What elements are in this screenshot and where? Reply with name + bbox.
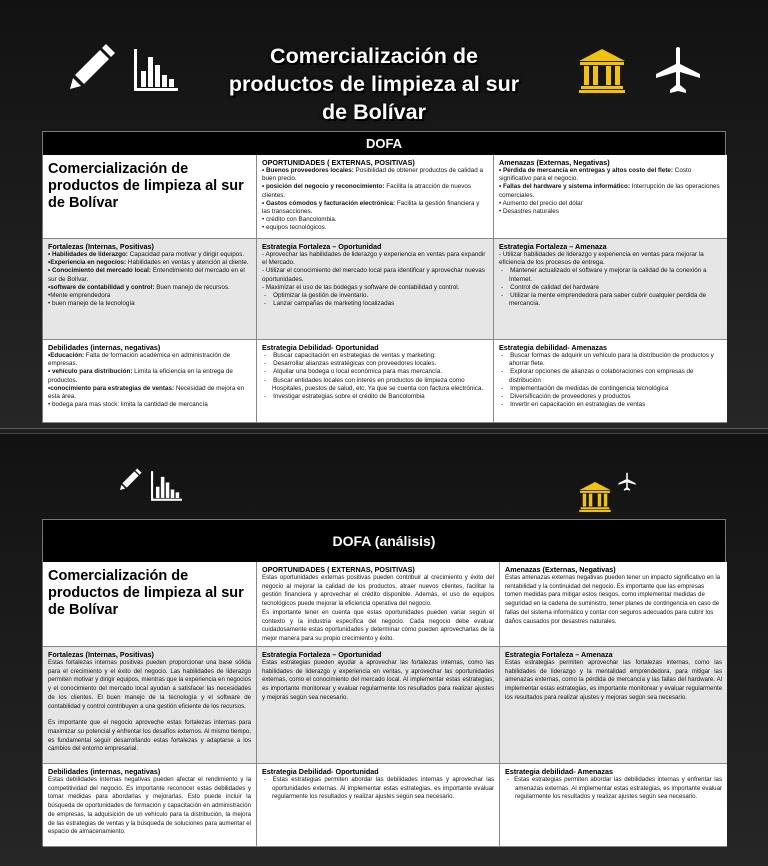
dash-item: - Invertir en capacitación en estrategias de ventas (501, 401, 646, 409)
list-item-text: Interrupción de las operaciones comerciales. (499, 183, 720, 199)
slide-title: Comercialización de productos de limpieza al sur de Bolívar (228, 44, 520, 124)
fortalezas-text: Estas fortalezas internas positivas pueden proporcionar una base sólida para el crecimiento y el éxito del negocio. Las habilidades de liderazgo permiten motivar y dirigir equipos, mientras que la experiencia en negocios y el conocimiento del mercado local ayudan a satisfacer las necesidades de los clientes. El buen manejo de la tecnología y el software de contabilidad y control contribuyen a una gestión eficiente de los recursos. (48, 659, 251, 710)
fa-cell (500, 647, 727, 764)
list-item (48, 251, 251, 259)
amenazas-heading: Amenazas (Externas, Negativas) (499, 158, 610, 167)
bank-building-icon (579, 49, 625, 93)
list-item-text: Habilidades en ventas y atención al cliente. (126, 259, 249, 267)
list-item-text: Costo significativo para el negocio. (499, 167, 692, 183)
list-item-lead: • Fallas del hardware y sistema informático: (499, 183, 630, 191)
list-item (48, 284, 251, 292)
da-heading: Estrategia debilidad- Amenazas (505, 767, 613, 776)
airplane-icon (655, 46, 701, 96)
amenazas-cell (500, 562, 727, 647)
dofa-analisis-table (42, 519, 726, 846)
list-item (262, 183, 488, 199)
fo-cell (257, 239, 494, 340)
list-item-lead: •software de contabilidad y control: (48, 283, 155, 291)
oportunidades-heading: OPORTUNIDADES ( EXTERNAS, POSITIVAS) (262, 565, 415, 574)
dash-item-text: Diversificación de proveedores y productos (510, 393, 631, 401)
table-header: DOFA (43, 132, 725, 155)
list-item (499, 200, 722, 208)
dash-item: - Buscar capacitación en estrategias de ventas y marketing: (264, 352, 436, 359)
dash-item-text: Optimizar la gestión de inventario. (273, 292, 369, 300)
amenazas-list (499, 167, 722, 216)
debilidades-heading: Debilidades (internas, negativas) (48, 767, 161, 776)
fa-cell (494, 239, 727, 340)
dash-item-text: Buscar formas de adquirir un vehículo para la distribución de productos y ahorrar flete. (509, 352, 714, 368)
da-item-text: Estas estrategias permiten abordar las debilidades internas y enfrentar las amenazas externas. Al implementar estas estrategias, es importante evaluar regularmente los resultados y realizar ajustes según sea necesario. (514, 776, 722, 801)
list-item-text: •Mente emprendedora (48, 292, 111, 300)
do-heading: Estrategia Debilidad- Oportunidad (262, 343, 379, 352)
dash-item: - Lanzar campañas de marketing localizadas (264, 300, 395, 308)
list-item-text: • equipos tecnológicos. (262, 224, 327, 232)
fortalezas-cell (43, 647, 257, 764)
do-heading: Estrategia Debilidad- Oportunidad (262, 767, 379, 776)
list-item (48, 401, 251, 409)
list-item (499, 208, 722, 216)
bar-chart-icon (151, 471, 182, 501)
text-line: - Aprovechar las habilidades de liderazgo y experiencia en ventas para expandir el Mercado. (262, 251, 486, 267)
list-item (48, 300, 251, 308)
dash-item-text: Implementación de medidas de contingencia tecnológica (510, 384, 669, 392)
fo-heading: Estrategia Fortaleza – Oportunidad (262, 242, 382, 251)
slide-dofa (0, 0, 768, 429)
dash-item-text: Investigar estrategias sobre el crédito de Bancolombia (273, 393, 425, 401)
list-item-lead: • Habilidades de liderazgo: (48, 251, 128, 258)
text-line: - Maximizar el uso de las bodegas y software de contabilidad y control. (262, 283, 460, 291)
list-item-text: Entendimiento del mercado en el sur de Bolívar. (48, 267, 245, 283)
dash-item: - Alquilar una bodega o local económica para mas mercancía. (264, 368, 443, 376)
list-item-text: Buen manejo de recursos. (154, 283, 230, 291)
pencil-icon (119, 467, 143, 491)
dash-item-text: Mantener actualizado el software y mejorar la calidad de la conexión a Internet. (509, 267, 707, 283)
list-item (262, 224, 488, 232)
list-item-lead: • Conocimiento del mercado local: (48, 267, 151, 275)
oportunidades-heading: OPORTUNIDADES ( EXTERNAS, POSITIVAS) (262, 158, 415, 167)
airplane-icon (618, 472, 636, 492)
debilidades-cell (43, 340, 257, 423)
oportunidades-cell (257, 155, 494, 239)
list-item-lead: • Buenos proveedores locales: (262, 167, 354, 174)
dofa-table (42, 131, 726, 423)
fo-text: Estas estrategias pueden ayudar a aprovechar las fortalezas internas, como las habilidades de liderazgo y experiencia en ventas, y aprovechar las oportunidades externas, como el conocimiento del mercado local. Al implementar estas estrategias, es importante monitorear y evaluar regularmente los resultados para realizar ajustes y mejoras según sea necesario. (262, 659, 494, 701)
list-item (48, 292, 251, 300)
list-item-lead: • posición del negocio y reconocimiento: (262, 183, 385, 191)
dash-item-text: Lanzar campañas de marketing localizadas (273, 300, 395, 308)
list-item-lead: •Experiencia en negocios: (48, 259, 127, 267)
list-item (48, 267, 251, 283)
oportunidades-list (262, 167, 488, 233)
fortalezas-list (48, 251, 251, 308)
dash-item: - Mantener actualizado el software y mejorar la calidad de la conexión a Internet. (501, 267, 707, 283)
amenazas-cell (494, 155, 727, 239)
fortalezas-heading: Fortalezas (Internas, Positivas) (48, 242, 154, 251)
amenazas-heading: Amenazas (Externas, Negativas) (505, 565, 616, 574)
list-item-lead: •conocimiento para estrategias de ventas: (48, 384, 175, 392)
list-item-text: Limita la eficiencia en la entrega de productos. (48, 368, 233, 384)
list-item-text: Facilita la gestión financiera y las transacciones. (262, 199, 480, 216)
list-item-text: • Aumento del precio del dólar (499, 199, 583, 207)
dash-item-text: Invertir en capacitación en estrategias de ventas (510, 401, 646, 409)
do-list (262, 352, 488, 401)
list-item-lead: • vehículo para distribución: (48, 368, 133, 376)
da-cell (500, 764, 727, 847)
corner-cell (43, 155, 257, 239)
oportunidades-text-2: Es importante tener en cuenta que estas oportunidades pueden variar según el contexto y la industria específica del negocio. Cada negocio debe evaluar cuidadosamente estas oportunidades y determinar cómo pueden aprovecharlas de la mejor manera para su propio crecimiento y éxito. (262, 608, 494, 642)
text-line: - Utilizar el conocimiento del mercado local para identificar y aprovechar nuevas oportunidades. (262, 267, 485, 283)
fa-heading: Estrategia Fortaleza – Amenaza (499, 242, 607, 251)
corner-title: Comercialización de productos de limpieza al sur de Bolívar (48, 568, 244, 618)
bank-building-icon (579, 482, 611, 512)
list-item-lead: •Educación: (48, 352, 85, 359)
dash-item-text: Explorar opciones de alianzas o colaboraciones con empresas de distribución (509, 368, 694, 384)
corner-cell (43, 562, 257, 647)
da-cell (494, 340, 727, 423)
oportunidades-cell (257, 562, 500, 647)
dash-item-text: Buscar capacitación en estrategias de ventas y marketing: (273, 352, 436, 359)
dash-item: - Optimizar la gestión de inventario. (264, 292, 369, 300)
list-item-text: Falta de formación académica en administración de empresas. (48, 352, 231, 368)
dash-item: - Diversificación de proveedores y productos (501, 393, 631, 401)
list-item-text: Necesidad de mejora en esta área. (48, 384, 245, 401)
fortalezas-cell (43, 239, 257, 340)
debilidades-list (48, 352, 251, 409)
amenazas-text: Estas amenazas externas negativas pueden tener un impacto significativo en la rentabilidad y la continuidad del negocio. Es importante que las empresas tomen medidas para mitigar estos riesgos, como implementar medidas de seguridad en la cadena de suministro, tener planes de contingencia en caso de fallas del sistema informático y contar con seguros adecuados para cubrir los daños causados por desastres naturales. (505, 574, 721, 625)
list-item (262, 216, 488, 224)
oportunidades-text: Estas oportunidades externas positivas pueden contribuir al crecimiento y éxito del negocio al mejorar la calidad de los productos, atraer nuevos clientes, facilitar la gestión financiera y aprovechar el crédito disponible. Además, el uso de equipos tecnológicos puede mejorar la eficiencia operativa del negocio. (262, 574, 494, 608)
list-item-lead: • Gastos cómodos y facturación electrónica: (262, 199, 396, 207)
fo-cell (257, 647, 500, 764)
list-item (48, 368, 251, 384)
dash-item: - Explorar opciones de alianzas o colaboraciones con empresas de distribución (501, 368, 694, 384)
fortalezas-text-2: Es importante que el negocio aproveche estas fortalezas internas para maximizar su potencial y enfrentar los desafíos externos. Al mismo tiempo, es fundamental seguir desarrollando estas fortalezas y adaptarse a los cambios del entorno empresarial. (48, 719, 251, 753)
fa-text: Estas estrategias permiten aprovechar las fortalezas internas, como las habilidades de liderazgo y la mentalidad emprendedora, para mitigar las amenazas externas, como la pérdida de mercancía y las fallas del hardware. Al implementar estas estrategias, es importante monitorear y evaluar regularmente los resultados para realizar ajustes y mejoras según sea necesario. (505, 659, 722, 701)
pencil-icon (68, 41, 118, 91)
list-item-text: • Desastres naturales (499, 208, 559, 216)
da-heading: Estrategia debilidad- Amenazas (499, 343, 607, 352)
list-item (48, 259, 251, 267)
list-item-text: Facilita la atracción de nuevos clientes. (262, 183, 472, 199)
dash-item-text: Desarrollar alianzas estratégicas con proveedores locales. (273, 360, 437, 368)
list-item (499, 183, 722, 199)
dash-item: - Control de calidad del hardware (501, 283, 600, 291)
list-item-text: • bodega para mas stock: limita la cantidad de mercancía (48, 401, 208, 409)
dash-item: - Implementación de medidas de contingencia tecnológica (501, 384, 669, 392)
fortalezas-heading: Fortalezas (Internas, Positivas) (48, 650, 154, 659)
list-item-text: • crédito con Bancolombia. (262, 216, 337, 224)
fa-heading: Estrategia Fortaleza – Amenaza (505, 650, 613, 659)
fa-list (499, 267, 722, 308)
do-cell (257, 340, 494, 423)
debilidades-cell (43, 764, 257, 847)
slide-dofa-analisis (0, 433, 768, 866)
table-header: DOFA (análisis) (43, 520, 725, 562)
dash-item: - Buscar entidades locales con interés en productos de limpieza como Hospitales, puestos de salud, etc. Ya que se cuenta con factura electrónica. (264, 376, 484, 392)
dash-item-text: Control de calidad del hardware (510, 283, 600, 291)
dash-item: - Desarrollar alianzas estratégicas con proveedores locales. (264, 360, 437, 368)
list-item (48, 352, 251, 368)
fa-lines (499, 251, 722, 267)
debilidades-text: Estas debilidades internas negativas pueden afectar el rendimiento y la competitividad del negocio. Es importante reconocer estas debilidades y tomar medidas para abordarlas y mejorarlas. Esto puede incluir la búsqueda de oportunidades de formación y capacitación en administración de empresas, la adquisición de un vehículo para la distribución, la mejora de las estrategias de ventas y la búsqueda de soluciones para aumentar el espacio de almacenamiento. (48, 776, 251, 836)
dash-item: - Buscar formas de adquirir un vehículo para la distribución de productos y ahorrar flete. (501, 352, 714, 368)
list-item (48, 385, 251, 401)
dash-item-text: Buscar entidades locales con interés en productos de limpieza como Hospitales, puestos de salud, etc. Ya que se cuenta con factura electrónica. (272, 376, 484, 392)
list-item (262, 200, 488, 216)
list-item-text: • buen manejo de la tecnología (48, 300, 135, 308)
corner-title: Comercialización de productos de limpieza al sur de Bolívar (48, 161, 244, 211)
do-item-text: Estas estrategias permiten abordar las debilidades internas y aprovechar las oportunidades externas. Al implementar estas estrategias, es importante evaluar regularmente los resultados y realizar ajustes según sea necesario. (272, 776, 494, 801)
list-item-text: Capacidad para motivar y dirigir equipos. (127, 251, 245, 258)
da-list (499, 352, 722, 409)
do-cell (257, 764, 500, 847)
text-line: - Utilizar habilidades de liderazgo y experiencia en ventas para mejorar la eficiencia de los procesos de entrega. (499, 251, 704, 267)
dash-item-text: Utilizar la mente emprendedora para saber cubrir cualquier perdida de mercancía. (509, 292, 707, 308)
debilidades-heading: Debilidades (internas, negativas) (48, 343, 161, 352)
dash-item: - Utilizar la mente emprendedora para saber cubrir cualquier perdida de mercancía. (501, 292, 707, 308)
list-item (262, 167, 488, 183)
list-item (499, 167, 722, 183)
fo-list (262, 292, 488, 308)
da-item: - Estas estrategias permiten abordar las debilidades internas y enfrentar las amenazas externas. Al implementar estas estrategias, es importante evaluar regularmente los resultados y realizar ajustes según sea necesario. (507, 776, 722, 801)
list-item-lead: • Pérdida de mercancía en entregas y altos costo del flete: (499, 167, 674, 174)
do-item: - Estas estrategias permiten abordar las debilidades internas y aprovechar las oportunidades externas. Al implementar estas estrategias, es importante evaluar regularmente los resultados y realizar ajustes según sea necesario. (264, 776, 494, 801)
dash-item: - Investigar estrategias sobre el crédito de Bancolombia (264, 393, 425, 401)
fo-heading: Estrategia Fortaleza – Oportunidad (262, 650, 382, 659)
list-item-text: Posibilidad de obtener productos de calidad a buen precio. (262, 167, 483, 183)
fo-lines (262, 251, 488, 292)
dash-item-text: Alquilar una bodega o local económica para mas mercancía. (273, 368, 443, 376)
bar-chart-icon (134, 49, 178, 91)
